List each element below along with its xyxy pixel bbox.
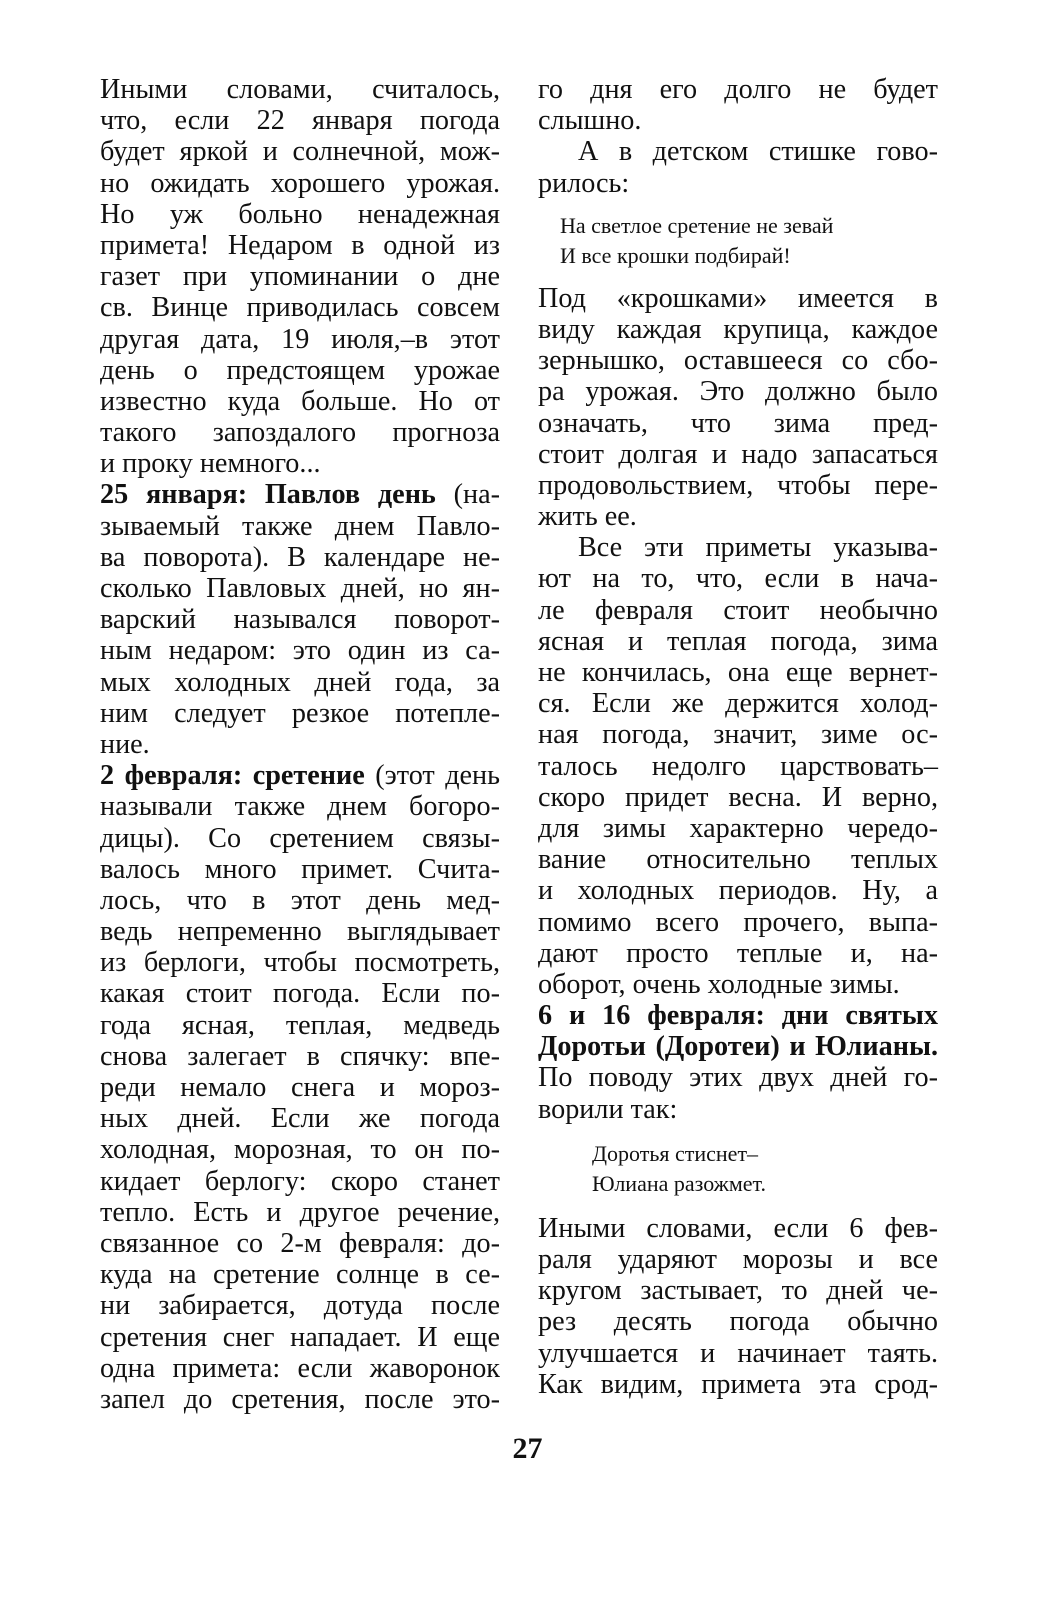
text-line: ным недаром: это один из са- xyxy=(100,635,500,667)
text-line: мых холодных дней года, за xyxy=(100,666,500,698)
text-line: такого запоздалого прогноза xyxy=(100,417,500,449)
right-column xyxy=(538,74,938,1400)
heading-sretenie: 2 февраля: сретение xyxy=(100,760,365,792)
text-line: зернышко, оставшееся со сбо- xyxy=(538,345,938,377)
text-line: связанное со 2-м февраля: до- xyxy=(100,1227,500,1259)
text-line: раля ударяют морозы и все xyxy=(538,1244,938,1275)
text-line: день о предстоящем урожае xyxy=(100,354,500,386)
verse-line: И все крошки подбирай! xyxy=(560,242,791,268)
text-line: запел до сретения, после это- xyxy=(100,1383,500,1415)
text-line: Но уж больно ненадежная xyxy=(100,198,500,230)
text-line: ных дней. Если же погода xyxy=(100,1103,500,1135)
text-line: года ясная, теплая, медведь xyxy=(100,1009,500,1041)
text-line: стоит долгая и надо запасаться xyxy=(538,438,938,470)
text-line: ле февраля стоит необычно xyxy=(538,594,938,626)
text-line: ва поворота). В календаре не- xyxy=(100,541,500,573)
text-line: кругом застывает, то дней че- xyxy=(538,1275,938,1307)
heading-line xyxy=(100,479,500,510)
text-line: ним следует резкое потепле- xyxy=(100,697,500,729)
heading-line xyxy=(100,760,500,791)
text-line: ют на то, что, если в нача- xyxy=(538,563,938,595)
text-line: означать, что зима пред- xyxy=(538,407,938,439)
text-line: ни забирается, дотуда после xyxy=(100,1290,500,1322)
text-line: валось много примет. Счита- xyxy=(100,853,500,885)
text-line: из берлоги, чтобы посмотреть, xyxy=(100,947,500,979)
text-line: жить ее. xyxy=(538,501,637,533)
text-line: Как видим, примета эта срод- xyxy=(538,1368,938,1400)
text-fragment: (этот день xyxy=(375,760,500,792)
text-line: какая стоит погода. Если по- xyxy=(100,978,500,1010)
text-line: дают просто теплые и, на- xyxy=(538,937,938,969)
text-line: слышно. xyxy=(538,105,642,137)
text-line: дицы). Со сретением связы- xyxy=(100,822,500,854)
text-line: холодная, морозная, то он по- xyxy=(100,1134,500,1166)
text-line: и проку немного... xyxy=(100,448,321,480)
text-line: называли также днем богоро- xyxy=(100,791,500,823)
verse-line: Доротья стиснет– xyxy=(592,1140,759,1166)
text-line: реди немало снега и мороз- xyxy=(100,1072,500,1103)
text-line: рез десять погода обычно xyxy=(538,1306,938,1338)
text-line: улучшается и начинает таять. xyxy=(538,1337,938,1369)
text-fragment: (на- xyxy=(453,479,500,511)
text-line: лось, что в этот день мед- xyxy=(100,884,500,916)
text-line: кидает берлогу: скоро станет xyxy=(100,1165,500,1197)
text-line: варский назывался поворот- xyxy=(100,604,500,636)
text-line: другая дата, 19 июля,–в этот xyxy=(100,323,500,355)
verse-line: На светлое сретение не зевай xyxy=(560,212,834,238)
text-line: виду каждая крупица, каждое xyxy=(538,313,938,345)
text-line: ясная и теплая погода, зима xyxy=(538,625,938,657)
text-line: и холодных периодов. Ну, а xyxy=(538,875,938,907)
text-line: го дня его долго не будет xyxy=(538,74,938,105)
text-line: снова залегает в спячку: впе- xyxy=(100,1040,500,1072)
text-line: известно куда больше. Но от xyxy=(100,385,500,417)
heading-dorothea-julian-cont: Доротьи (Доротеи) и Юлианы. xyxy=(538,1031,938,1063)
text-line: скоро придет весна. И верно, xyxy=(538,781,938,813)
text-line: Иными словами, считалось, xyxy=(100,74,500,105)
text-line: будет яркой и солнечной, мож- xyxy=(100,136,500,168)
verse-block xyxy=(592,1139,938,1199)
text-line: примета! Недаром в одной из xyxy=(100,229,500,261)
text-line: газет при упоминании о дне xyxy=(100,261,500,293)
text-line: ра урожая. Это должно было xyxy=(538,376,938,408)
verse-line: Юлиана разожмет. xyxy=(592,1170,767,1196)
text-line: куда на сретение солнце в се- xyxy=(100,1259,500,1291)
text-line: ведь непременно выглядывает xyxy=(100,916,500,948)
text-line: вание относительно теплых xyxy=(538,844,938,876)
text-line: ворили так: xyxy=(538,1093,678,1125)
left-column xyxy=(100,74,500,1415)
text-line: Все эти приметы указыва- xyxy=(578,532,938,564)
text-line: рилось: xyxy=(538,167,630,199)
text-line: А в детском стишке гово- xyxy=(578,136,938,168)
text-line: ная погода, значит, зиме ос- xyxy=(538,719,938,751)
heading-dorothea-julian: 6 и 16 февраля: дни святых xyxy=(538,1000,938,1032)
text-line: помимо всего прочего, выпа- xyxy=(538,906,938,938)
text-line: Иными словами, если 6 фев- xyxy=(538,1212,938,1244)
heading-pavlov-day: 25 января: Павлов день xyxy=(100,479,436,511)
text-line: не кончилась, она еще вернет- xyxy=(538,657,938,688)
text-line: св. Винце приводилась совсем xyxy=(100,292,500,324)
text-line: но ожидать хорошего урожая. xyxy=(100,167,500,199)
text-line: тепло. Есть и другое речение, xyxy=(100,1196,500,1228)
text-line: оборот, очень холодные зимы. xyxy=(538,968,900,1000)
text-line: продовольствием, чтобы пере- xyxy=(538,469,938,501)
text-line: По поводу этих двух дней го- xyxy=(538,1062,938,1094)
text-line: для зимы характерно чередо- xyxy=(538,812,938,844)
text-line: сколько Павловых дней, но ян- xyxy=(100,573,500,604)
text-line: одна примета: если жаворонок xyxy=(100,1352,500,1384)
text-line: зываемый также днем Павло- xyxy=(100,510,500,542)
verse-block xyxy=(560,211,938,271)
page-number: 27 xyxy=(512,1432,543,1465)
text-line: ся. Если же держится холод- xyxy=(538,688,938,720)
text-line: Под «крошками» имеется в xyxy=(538,282,938,314)
text-line: талось недолго царствовать– xyxy=(538,750,938,782)
text-line: что, если 22 января погода xyxy=(100,105,500,137)
text-line: ние. xyxy=(100,728,150,760)
text-line: сретения снег нападает. И еще xyxy=(100,1321,500,1353)
